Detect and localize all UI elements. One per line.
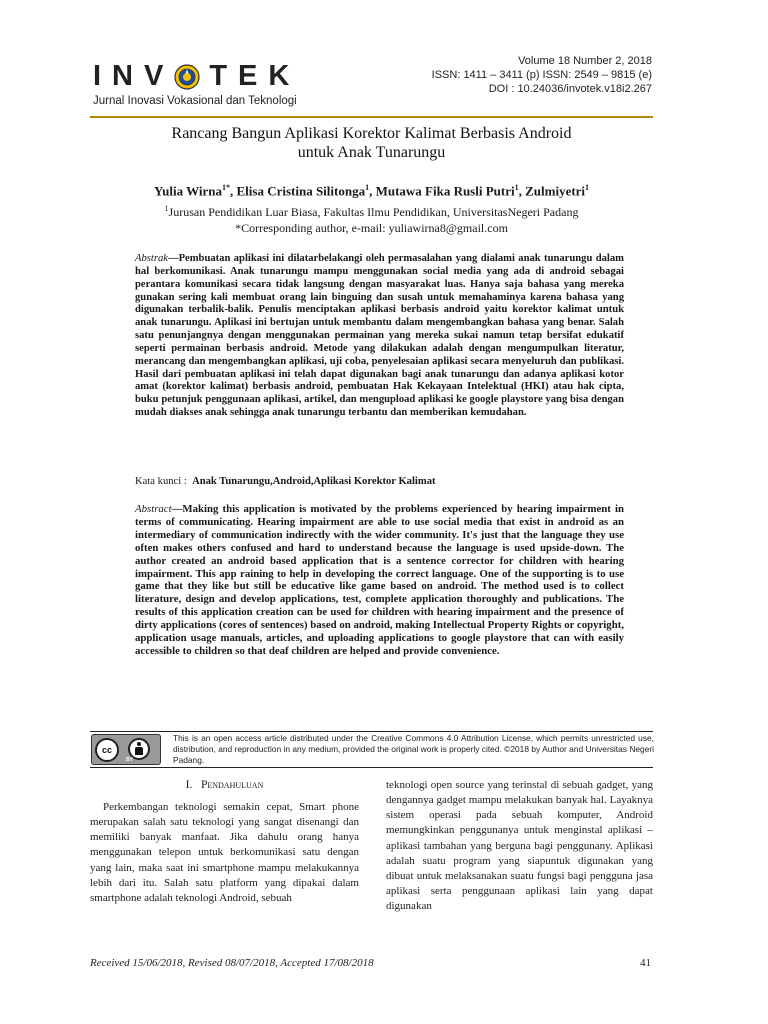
author-name: Yulia Wirna <box>153 183 222 199</box>
license-top-rule <box>90 731 653 732</box>
author-sup: 1 <box>514 183 519 192</box>
keywords-label: Kata kunci : <box>135 476 187 487</box>
license-text: This is an open access article distributed under the Creative Commons 4.0 Attribution License, which permits unrestricted use, distribution, and reproduction in any medium, provided the original work is properly cited. ©2018 by Author and Universitas Negeri Padang. <box>173 733 654 765</box>
doi-info: DOI : 10.24036/invotek.v18i2.267 <box>488 83 652 95</box>
cc-icon: cc <box>95 738 119 762</box>
received-dates: Received 15/06/2018, Revised 08/07/2018, Accepted 17/08/2018 <box>90 957 374 969</box>
by-label: BY <box>126 757 133 763</box>
logo-text-right: TEK <box>209 60 301 92</box>
section-heading <box>90 779 359 791</box>
journal-subtitle: Jurnal Inovasi Vokasional dan Teknologi <box>93 95 297 107</box>
author-sup: 1 <box>585 183 590 192</box>
author-separator: , <box>518 183 526 199</box>
logo-text-left: INV <box>93 60 175 92</box>
affiliation-text: Jurusan Pendidikan Luar Biasa, Fakultas Ilmu Pendidikan, UniversitasNegeri Padang <box>168 205 579 219</box>
journal-logo <box>93 60 300 93</box>
abstrak-paragraph <box>135 253 624 420</box>
affiliation-sup: 1 <box>164 204 169 213</box>
author-sup: 1 <box>365 183 370 192</box>
publication-meta <box>432 54 652 96</box>
page-number: 41 <box>640 957 651 969</box>
affiliation <box>90 201 653 236</box>
abstract-paragraph <box>135 503 624 658</box>
issn-info: ISSN: 1411 – 3411 (p) ISSN: 2549 – 9815 (e) <box>431 69 652 81</box>
title-line-2: untuk Anak Tunarungu <box>297 144 446 161</box>
body-column-left: Perkembangan teknologi semakin cepat, Smart phone merupakan salah satu teknologi yang sangat disenangi dan memiliki banyak manfaat. Jika dahulu orang hanya menggunakan telepon untuk berkomunikasi satu dengan yang lain, maka saat ini smartphone mampu melakukannya lebih dari itu. Salah satu platform yang dipakai dalam smartphone adalah teknologi Android, sebuah <box>90 801 359 904</box>
volume-info: Volume 18 Number 2, 2018 <box>518 55 652 67</box>
cc-by-badge <box>91 734 161 765</box>
author-sup: 1* <box>221 183 230 192</box>
license-bottom-rule <box>90 767 653 768</box>
author-name: Elisa Cristina Silitonga <box>236 183 366 199</box>
abstract-text: —Making this application is motivated by the problems experienced by hearing impairment in terms of communicating. Hearing impairment are able to use social media that exist in android as an intermediary of communication indirectly with the wider community. It's just that the language they use often makes others confused and hard to understand because the language is used upside-down. The author created an android based application that is a sentence corrector for children with hearing impairment. This app raining to help in developing the correct language. One of the supporting is to use game that they like but still be educative like game based on android. The method used is to collect literature, design and develop applications, test, complete application thoroughly and publications. The results of this application creation can be used for children with hearing impairment and the presence of dirty applications (cores of sentences) based on android, making Intellectual Property Rights or copyright, application usage manuals, articles, and uploading applications to google playstore that can with easily accessible to children so that deaf children are helped and provide convenience. <box>135 503 624 657</box>
author-name: Zulmiyetri <box>525 183 586 199</box>
corresponding-author: *Corresponding author, e-mail: yuliawirna8@gmail.com <box>235 221 508 235</box>
university-seal-icon <box>174 64 200 90</box>
abstract-label: Abstract <box>135 503 172 515</box>
author-separator: , <box>369 183 376 199</box>
section-title: Pendahuluan <box>200 779 264 791</box>
header-rule <box>90 116 653 118</box>
keywords <box>135 476 624 487</box>
abstrak-text: —Pembuatan aplikasi ini dilatarbelakangi oleh permasalahan yang dialami anak tunarungu dalam hal berkomunikasi. Anak tunarungu mampu menggunakan social media yang ada di android sebagai perantara komunikasi secara tidak langsung dengan masyarakat luas. Hanya saja bahasa yang mereka gunakan sering kali membuat orang lain binguing dan susah untuk memahaminya karena bahasa yang digunakan terbalik-balik. Penulis menciptakan aplikasi berbasis android yaitu korektor kalimat untuk anak tunarungu. Aplikasi ini bertujan untuk membantu dalam mengembangkan bahasa yang benar. Salah satu penunjangnya dengan menggunakan permainan yang mereka sukai namun tetap bersifat edukatif seperti permainan berbasis android. Metode yang dilakukan adalah dengan mengumpulkan literatur, merancang dan mengembangkan aplikasi, uji coba, penyelesaian aplikasi secara menyeluruh dan publikasi. Hasil dari pembuatan aplikasi ini telah dapat digunakan bagi anak tunarungu dan adanya aplikasi kotor amat (korektor kalimat) berbasis android, pembuatan Hak Kekayaan Intelektual (HKI) atau hak cipta, buku petunjuk penggunaan aplikasi, artikel, dan mengupload aplikasi ke google playstore yang bisa dengan mudah diakses anak sehingga anak tunarungu terbantu dan memberikan kemudahan. <box>135 253 624 419</box>
author-list <box>90 183 653 199</box>
title-line-1: Rancang Bangun Aplikasi Korektor Kalimat Berbasis Android <box>171 125 572 142</box>
author-name: Mutawa Fika Rusli Putri <box>375 183 515 199</box>
affiliation-line <box>90 201 653 220</box>
keywords-text: Anak Tunarungu,Android,Aplikasi Korektor Kalimat <box>192 476 436 487</box>
paper-title <box>90 124 653 162</box>
section-number: I. <box>185 779 193 791</box>
abstrak-label: Abstrak <box>135 253 168 264</box>
author-separator: , <box>229 183 237 199</box>
body-column-right: teknologi open source yang terinstal di sebuah gadget, yang dengannya gadget mampu melakukan banyak hal. Layaknya sistem operasi pada sebuah komputer, Android memungkinkan penggunanya untuk menginstal aplikasi – aplikasi tambahan yang berguna bagi penggunany. Aplikasi adalah suatu program yang siapuntuk digunakan yang dibuat untuk melaksanakan suatu fungsi bagi pengguna jasa aplikasi serta penggunaan aplikasi lain yang dapat digunakan <box>386 779 653 913</box>
